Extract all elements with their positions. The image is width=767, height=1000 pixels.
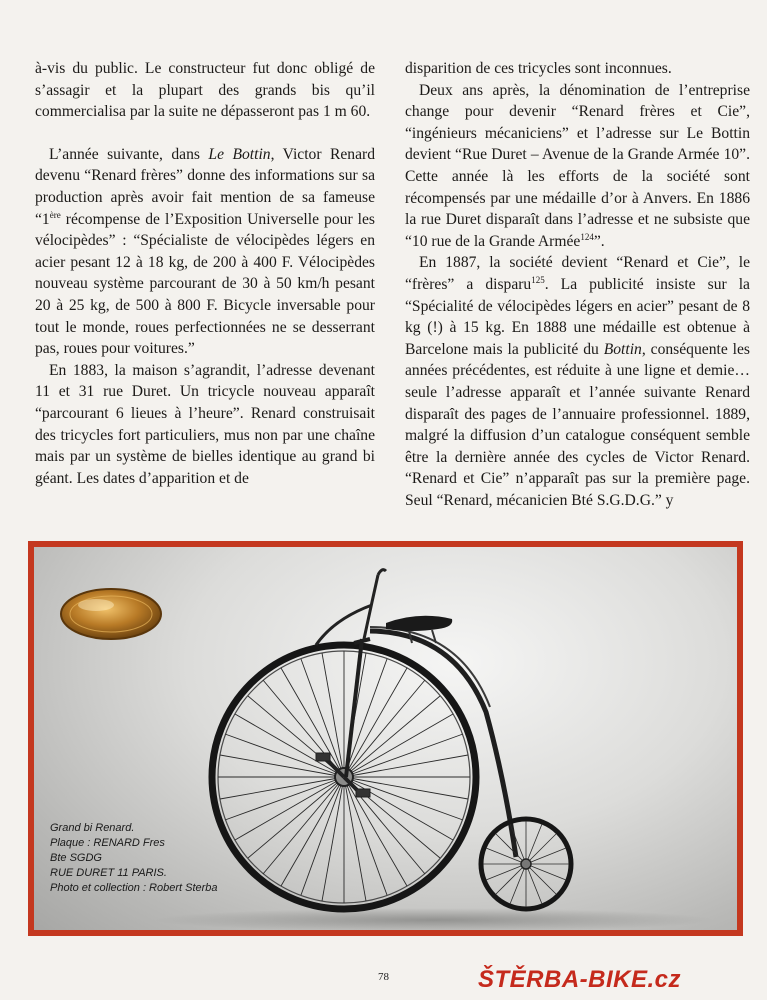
- text-run: , conséquente les années précédentes, est réduite à une ligne et demie… seule l’adresse apparaît et l’année suivante Renard disparaît des pages de l’annuaire professionnel. 1889, malgré la diffusion d’un catalogue conséquent semble être la dernière année des cycles de Victor Renard. “Renard et Cie” n’apparaît pas sur la première page. Seul “Renard, mécanicien Bté S.G.D.G.” y: [405, 340, 750, 509]
- text-run: récompense de l’Exposition Universelle pour les vélocipèdes” : “Spécialiste de vélocipèdes légers en acier pesant 12 à 18 kg, de 200 à 400 F. Vélocipèdes nouveau système parcourant de 30 à 50 km/h pesant 20 à 25 kg, de 500 à 800 F. Bicycle inversable pour tout le monde, roues perfectionnées ne se desserrant pas, roues pour voitures.”: [35, 210, 375, 358]
- caption-line: RUE DURET 11 PARIS.: [50, 867, 167, 879]
- photo-frame: [28, 541, 743, 936]
- pedal-crank: [316, 753, 370, 797]
- front-fork: [346, 639, 370, 777]
- floor-shadow: [154, 908, 714, 930]
- paragraph: [405, 80, 750, 253]
- caption-line: Plaque : RENARD Fres: [50, 837, 165, 849]
- superscript: ère: [49, 209, 61, 220]
- caption-line: Grand bi Renard.: [50, 822, 135, 834]
- brass-plaque: [61, 589, 161, 639]
- footnote-ref: 124: [580, 231, 594, 242]
- text-run: , Victor Renard devenu “Renard frères” donne des informations sur sa production après avoir fait mention de sa fameuse “1: [35, 145, 376, 228]
- text-run: L’année suivante, dans: [49, 145, 209, 163]
- left-text-column: [35, 58, 375, 489]
- paragraph: à-vis du public. Le constructeur fut donc obligé de s’assagir et la plupart des grands bis qu’il commercialisa par la suite ne dépasseront pas 1 m 60.: [35, 60, 375, 121]
- photo-caption: [50, 821, 218, 896]
- paragraph: [405, 252, 750, 511]
- publication-title: Le Bottin: [208, 145, 271, 163]
- paragraph: disparition de ces tricycles sont inconnues.: [405, 60, 672, 77]
- page-number: 78: [378, 971, 389, 983]
- caption-line: Photo et collection : Robert Sterba: [50, 882, 218, 894]
- text-run: En 1887, la société devient “Renard et Cie”, le “frères” a disparu: [405, 254, 750, 293]
- text-run: ”.: [593, 232, 605, 250]
- text-run: Deux ans après, la dénomination de l’entreprise change pour devenir “Renard frères et Cie”, “ingénieurs mécaniciens” et l’adresse sur Le Bottin devient “Rue Duret – Avenue de la Grande Armée 10”. Cette année là les efforts de la société sont récompensés par une médaille d’or à Anvers. En 1886 la rue Duret disparaît dans l’adresse et ne subsiste que “10 rue de la Grande Armée: [405, 81, 750, 250]
- paragraph: En 1883, la maison s’agrandit, l’adresse devenant 11 et 31 rue Duret. Un tricycle nouveau apparaît “parcourant 6 lieues à l’heure”. Renard construisait des tricycles fort particuliers, mus non par une chaîne mais par un système de bielles identique au grand bi géant. Les dates d’apparition et de: [35, 361, 375, 487]
- handlebar: [316, 570, 386, 645]
- text-run: . La publicité insiste sur la “Spécialité de vélocipèdes légers en acier” pesant de 8 kg (!) à 15 kg. En 1888 une médaille est obtenue à Barcelone mais la publicité du: [405, 275, 750, 358]
- right-text-column: [405, 58, 750, 511]
- paragraph: [35, 144, 375, 360]
- footnote-ref: 125: [531, 274, 545, 285]
- watermark-brand: ŠTĚRBA-BIKE.cz: [478, 966, 682, 993]
- bicycle-photo: [34, 547, 737, 930]
- frame-backbone: [370, 627, 516, 857]
- publication-title: Bottin: [603, 340, 642, 358]
- small-rear-wheel: [481, 819, 571, 909]
- caption-line: Bte SGDG: [50, 852, 102, 864]
